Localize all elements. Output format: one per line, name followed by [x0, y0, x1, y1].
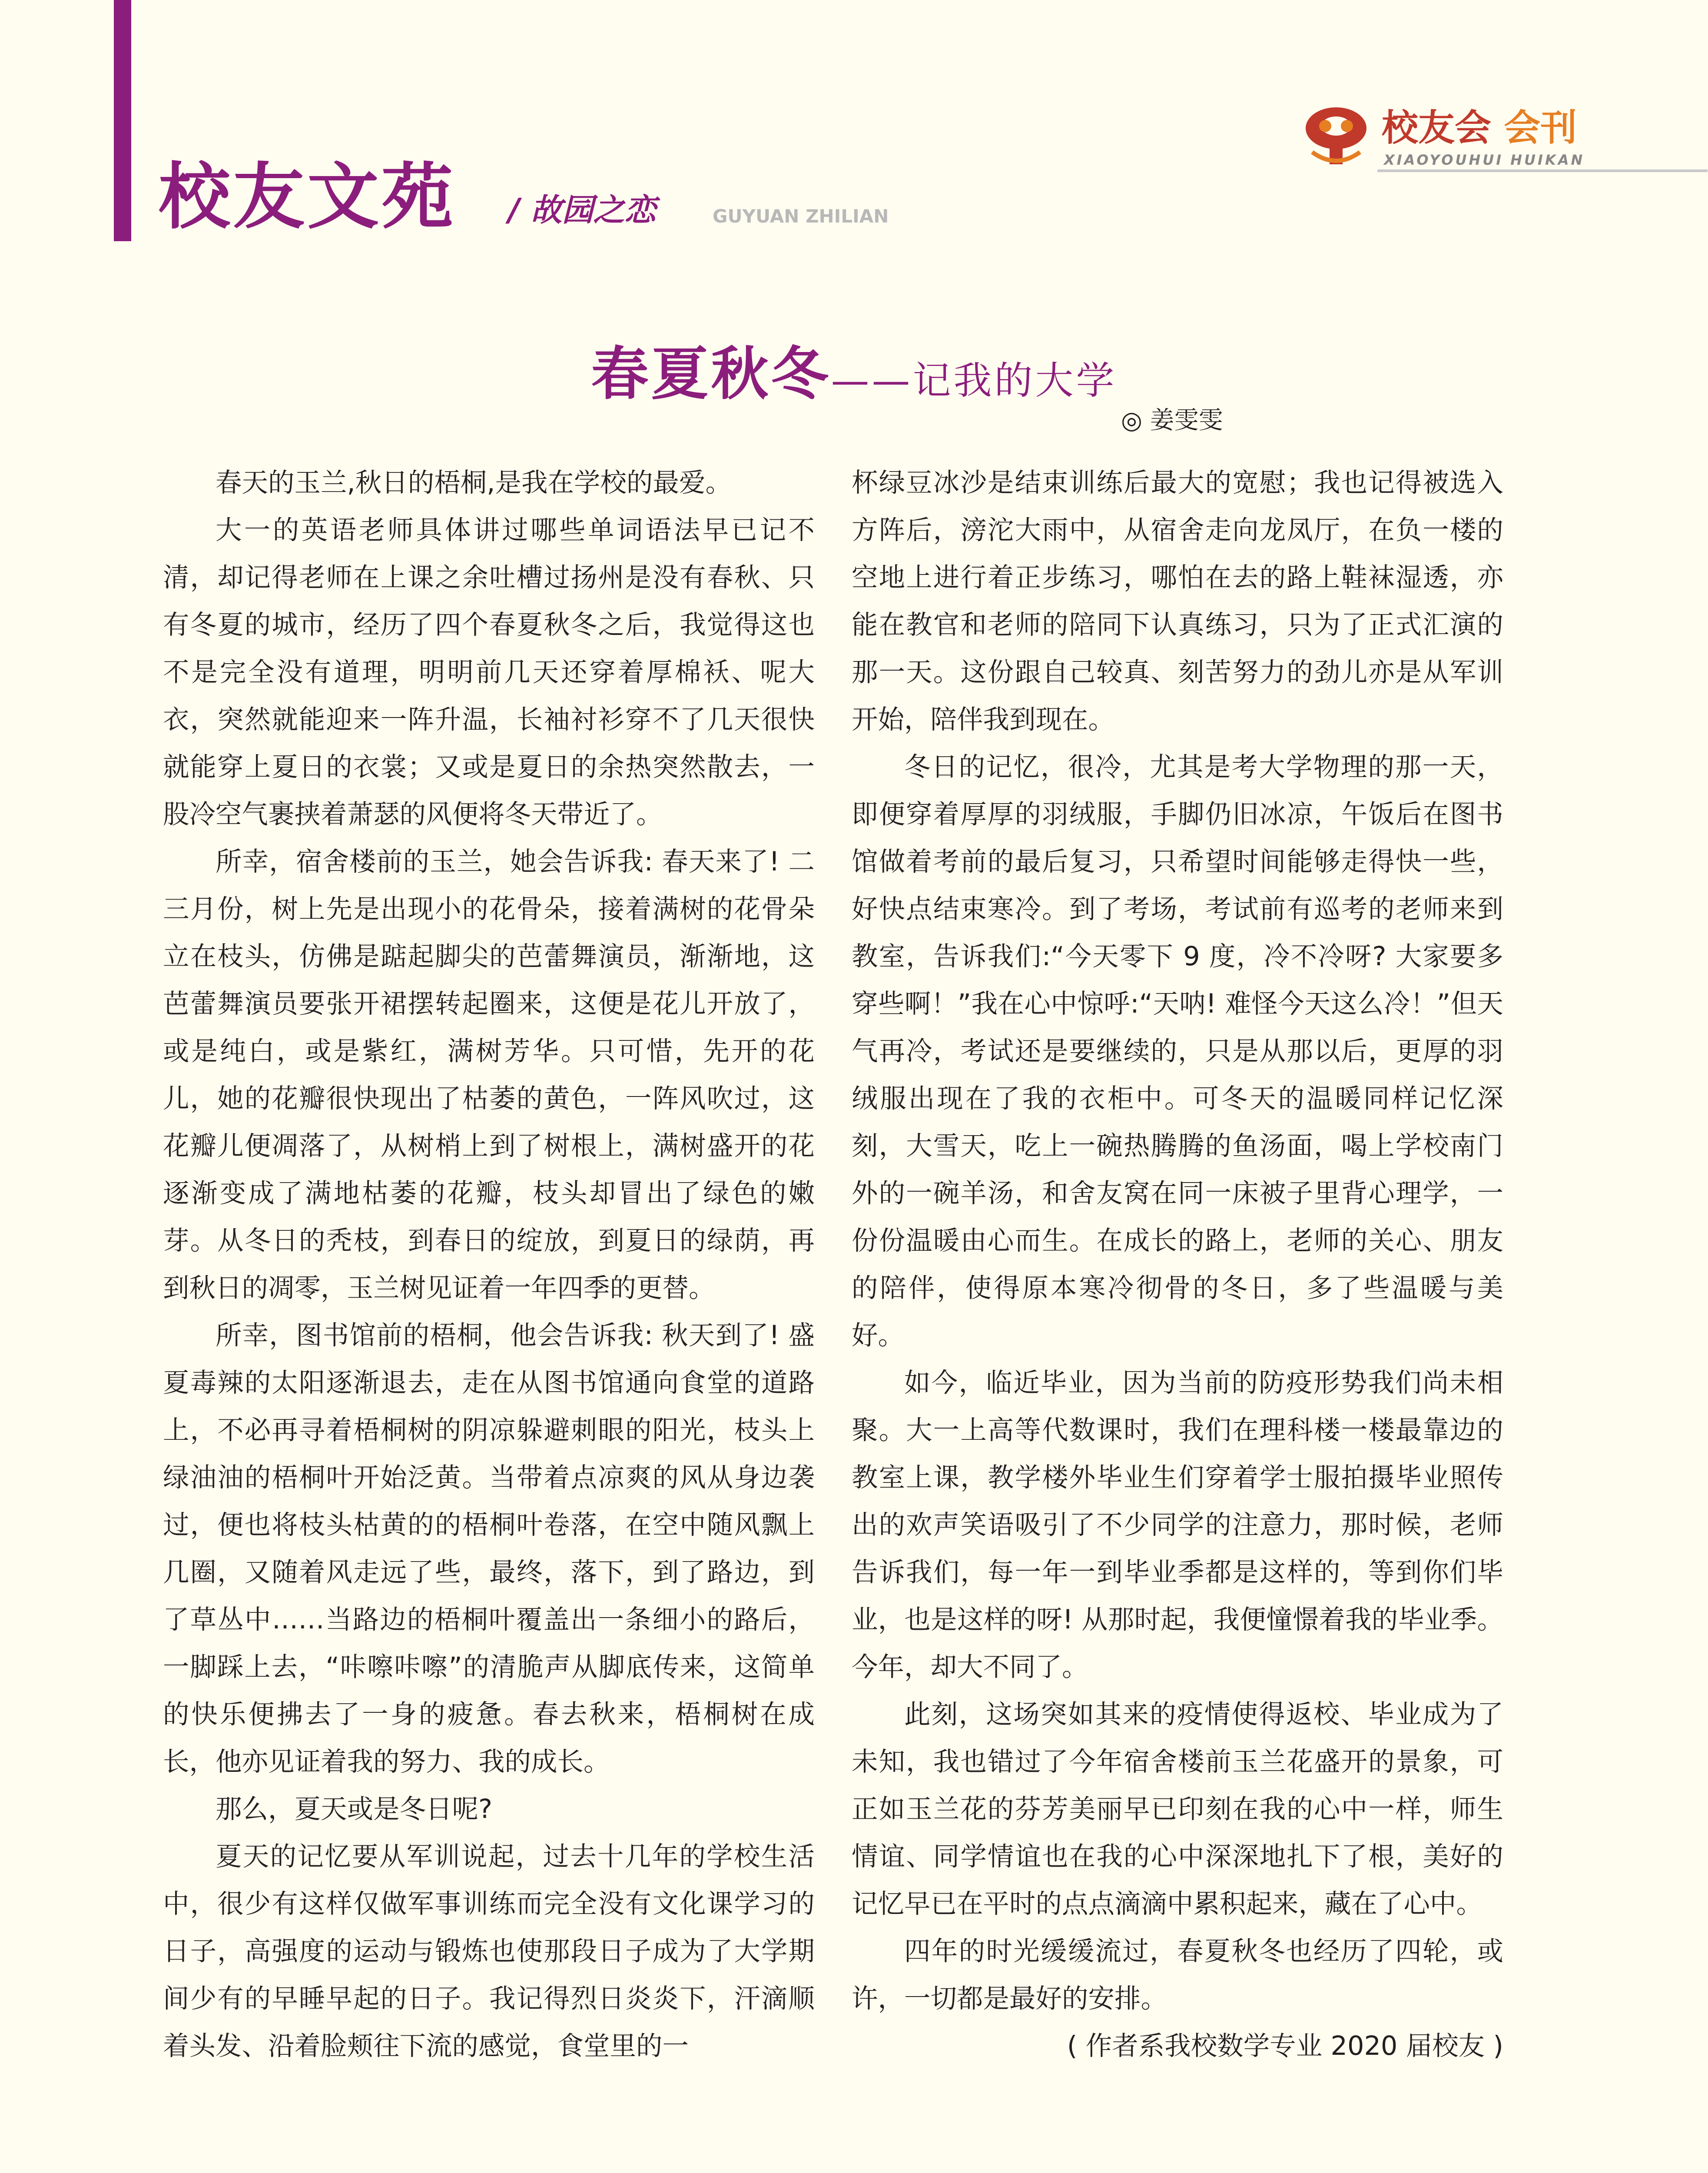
paragraph: 四年的时光缓缓流过，春夏秋冬也经历了四轮，或许，一切都是最好的安排。 [852, 1936, 1503, 2014]
brand-pinyin: XIAOYOUHUI HUIKAN [1384, 152, 1585, 168]
right-column [852, 459, 1503, 2070]
section-subtitle-pinyin: GUYUAN ZHILIAN [713, 206, 889, 227]
alumni-association-logo-icon [1299, 104, 1373, 169]
section-subtitle: / 故园之恋 [508, 192, 656, 228]
brand-name [1382, 106, 1577, 149]
paragraph-continued: 杯绿豆冰沙是结束训练后最大的宽慰；我也记得被选入方阵后，滂沱大雨中，从宿舍走向龙凤厅，在负一楼的空地上进行着正步练习，哪怕在去的路上鞋袜湿透，亦能在教官和老师的陪同下认真练习，只为了正式汇演的那一天。这份跟自己较真、刻苦努力的劲儿亦是从军训开始，陪伴我到现在。 [852, 468, 1503, 735]
brand-divider [1377, 169, 1708, 172]
paragraph: 夏天的记忆要从军训说起，过去十几年的学校生活中，很少有这样仅做军事训练而完全没有文化课学习的日子，高强度的运动与锻炼也使那段日子成为了大学期间少有的早睡早起的日子。我记得烈日炎炎下，汗滴顺着头发、沿着脸颊往下流的感觉，食堂里的一 [163, 1841, 815, 2061]
article-title-main: 春夏秋冬 [591, 340, 831, 408]
paragraph: 所幸，图书馆前的梧桐，他会告诉我: 秋天到了! 盛夏毒辣的太阳逐渐退去，走在从图书馆通向食堂的道路上，不必再寻着梧桐树的阴凉躲避刺眼的阳光，枝头上绿油油的梧桐叶开始泛黄。当带着点凉爽的风从身边袭过，便也将枝头枯黄的的梧桐叶卷落，在空中随风飘上几圈，又随着风走远了些，最终，落下，到了路边，到了草丛中……当路边的梧桐叶覆盖出一条细小的路后，一脚踩上去，“咔嚓咔嚓”的清脆声从脚底传来，这简单的快乐便拂去了一身的疲惫。春去秋来，梧桐树在成长，他亦见证着我的努力、我的成长。 [163, 1320, 815, 1777]
article-title-sub: ——记我的大学 [831, 358, 1117, 403]
paragraph: 此刻，这场突如其来的疫情使得返校、毕业成为了未知，我也错过了今年宿舍楼前玉兰花盛开的景象，可正如玉兰花的芬芳美丽早已印刻在我的心中一样，师生情谊、同学情谊也在我的心中深深地扎下了根，美好的记忆早已在平时的点点滴滴中累积起来，藏在了心中。 [852, 1699, 1503, 1919]
paragraph: 如今，临近毕业，因为当前的防疫形势我们尚未相聚。大一上高等代数课时，我们在理科楼一楼最靠边的教室上课，教学楼外毕业生们穿着学士服拍摄毕业照传出的欢声笑语吸引了不少同学的注意力，那时候，老师告诉我们，每一年一到毕业季都是这样的，等到你们毕业，也是这样的呀! 从那时起，我便憧憬着我的毕业季。今年，却大不同了。 [852, 1368, 1503, 1682]
paragraph: 大一的英语老师具体讲过哪些单词语法早已记不清，却记得老师在上课之余吐槽过扬州是没有春秋、只有冬夏的城市，经历了四个春夏秋冬之后，我觉得这也不是完全没有道理，明明前几天还穿着厚棉袄、呢大衣，突然就能迎来一阵升温，长袖衬衫穿不了几天很快就能穿上夏日的衣裳；又或是夏日的余热突然散去，一股冷空气裹挟着萧瑟的风便将冬天带近了。 [163, 515, 815, 830]
paragraph: 春天的玉兰,秋日的梧桐,是我在学校的最爱。 [216, 468, 732, 498]
author-signature: ( 作者系我校数学专业 2020 届校友 ) [1067, 2031, 1503, 2061]
article-title [0, 340, 1708, 408]
section-title: 校友文苑 [159, 154, 456, 239]
brand-name-part-1: 校友会 [1382, 106, 1492, 149]
paragraph: 所幸，宿舍楼前的玉兰，她会告诉我: 春天来了! 二三月份，树上先是出现小的花骨朵，接着满树的花骨朵立在枝头，仿佛是踮起脚尖的芭蕾舞演员，渐渐地，这芭蕾舞演员要张开裙摆转起圈来，这便是花儿开放了，或是纯白，或是紫红，满树芳华。只可惜，先开的花儿，她的花瓣很快现出了枯萎的黄色，一阵风吹过，这花瓣儿便凋落了，从树梢上到了树根上，满树盛开的花逐渐变成了满地枯萎的花瓣，枝头却冒出了绿色的嫩芽。从冬日的秃枝，到春日的绽放，到夏日的绿荫，再到秋日的凋零，玉兰树见证着一年四季的更替。 [163, 847, 815, 1303]
left-column [163, 459, 815, 2070]
paragraph: 那么，夏天或是冬日呢? [216, 1794, 493, 1824]
brand-name-part-2: 会刊 [1504, 106, 1577, 149]
section-accent-bar [114, 0, 131, 241]
article-author: ◎ 姜雯雯 [1121, 406, 1223, 435]
paragraph: 冬日的记忆，很冷，尤其是考大学物理的那一天，即便穿着厚厚的羽绒服，手脚仍旧冰凉，午饭后在图书馆做着考前的最后复习，只希望时间能够走得快一些，好快点结束寒冷。到了考场，考试前有巡考的老师来到教室，告诉我们:“今天零下 9 度，冷不冷呀? 大家要多穿些啊！”我在心中惊呼:“天呐! 难怪今天这么冷！”但天气再冷，考试还是要继续的，只是从那以后，更厚的羽绒服出现在了我的衣柜中。可冬天的温暖同样记忆深刻，大雪天，吃上一碗热腾腾的鱼汤面，喝上学校南门外的一碗羊汤，和舍友窝在同一床被子里背心理学，一份份温暖由心而生。在成长的路上，老师的关心、朋友的陪伴，使得原本寒冷彻骨的冬日，多了些温暖与美好。 [852, 752, 1503, 1351]
